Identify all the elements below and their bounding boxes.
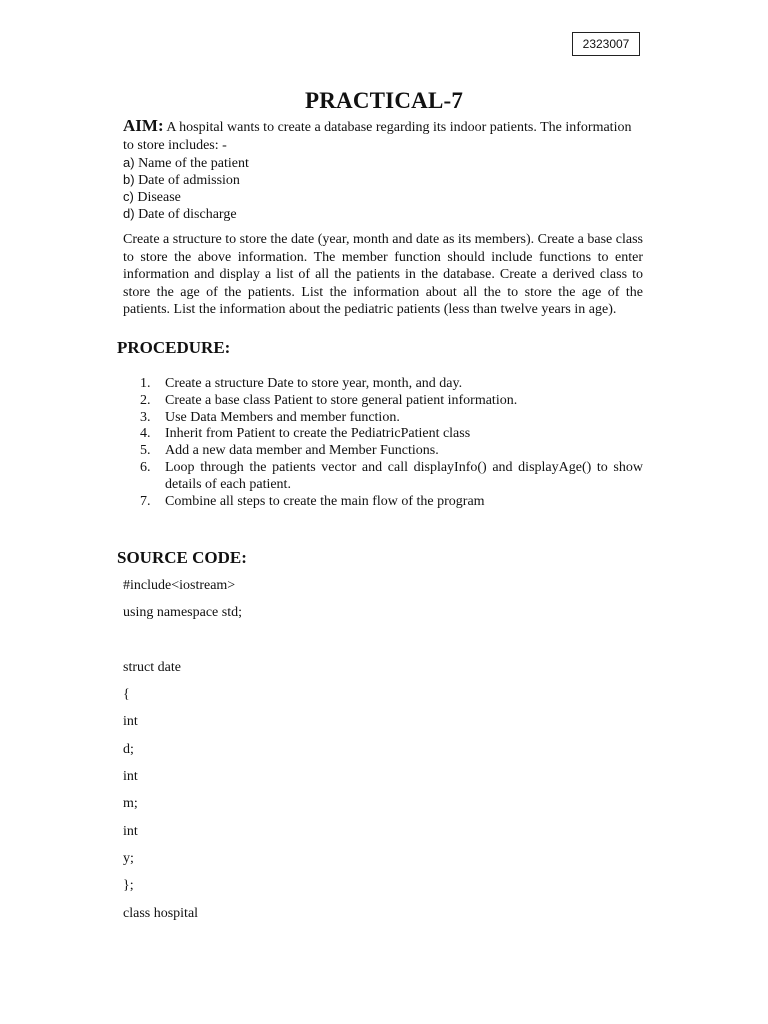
aim-paragraph	[123, 117, 643, 155]
step-text: Use Data Members and member function.	[165, 409, 400, 425]
aim-description: Create a structure to store the date (year, month and date as its members). Create a base class to store the above information. The member function should include functions to enter information and display a list of all the patients in the database. Create a derived class to store the age of the patients. List the information about all the to store the age of the patients. List the information about the pediatric patients (less than twelve years in age).	[123, 232, 643, 317]
student-id: 2323007	[582, 37, 630, 51]
source-code-block	[123, 578, 242, 933]
page-title: PRACTICAL-7	[304, 88, 464, 113]
step-number: 5.	[140, 443, 151, 459]
aim-item-text: Name of the patient	[138, 156, 249, 171]
step-text: Inherit from Patient to create the PediatricPatient class	[165, 426, 471, 442]
code-line: int	[123, 823, 138, 839]
aim-list-item	[123, 188, 249, 205]
code-line: {	[123, 687, 130, 703]
code-line: using namespace std;	[123, 605, 242, 621]
aim-item-letter: c)	[123, 189, 134, 204]
step-text: Loop through the patients vector and call displayInfo() and displayAge() to show details of each patient.	[165, 459, 643, 492]
code-line: y;	[123, 850, 134, 866]
aim-list-item	[123, 154, 249, 171]
aim-item-letter: b)	[123, 172, 135, 187]
aim-intro: A hospital wants to create a database regarding its indoor patients. The information to store includes: -	[123, 120, 632, 153]
procedure-step	[140, 443, 643, 460]
aim-list-item	[123, 205, 249, 222]
step-number: 6.	[140, 459, 151, 475]
aim-label: AIM:	[123, 116, 164, 135]
source-code-heading: SOURCE CODE:	[117, 548, 247, 567]
procedure-list	[140, 376, 643, 510]
aim-list	[123, 154, 249, 222]
code-line: int	[123, 714, 138, 730]
code-line: #include<iostream>	[123, 578, 236, 593]
aim-list-item	[123, 171, 249, 188]
step-number: 2.	[140, 392, 151, 408]
aim-item-text: Disease	[137, 190, 181, 205]
code-line: m;	[123, 796, 138, 812]
step-text: Create a structure Date to store year, month, and day.	[165, 376, 463, 391]
aim-item-text: Date of admission	[138, 173, 240, 188]
procedure-step	[140, 410, 643, 427]
code-line: d;	[123, 741, 134, 757]
code-line: };	[123, 878, 134, 894]
aim-item-letter: d)	[123, 206, 135, 221]
procedure-step	[140, 460, 643, 494]
code-line: class hospital	[123, 905, 199, 921]
code-line: struct date	[123, 659, 181, 675]
step-number: 1.	[140, 376, 151, 391]
student-id-box	[572, 32, 640, 56]
procedure-step	[140, 393, 643, 410]
step-number: 3.	[140, 409, 151, 425]
procedure-step	[140, 494, 643, 511]
step-text: Create a base class Patient to store general patient information.	[165, 392, 518, 408]
code-line: int	[123, 769, 138, 785]
procedure-heading: PROCEDURE:	[117, 338, 231, 357]
procedure-step	[140, 426, 643, 443]
step-number: 4.	[140, 426, 151, 442]
step-text: Add a new data member and Member Functions.	[165, 443, 439, 459]
step-number: 7.	[140, 493, 151, 509]
aim-item-letter: a)	[123, 155, 135, 170]
step-text: Combine all steps to create the main flow of the program	[165, 493, 485, 509]
aim-item-text: Date of discharge	[138, 207, 237, 222]
procedure-step	[140, 376, 643, 393]
